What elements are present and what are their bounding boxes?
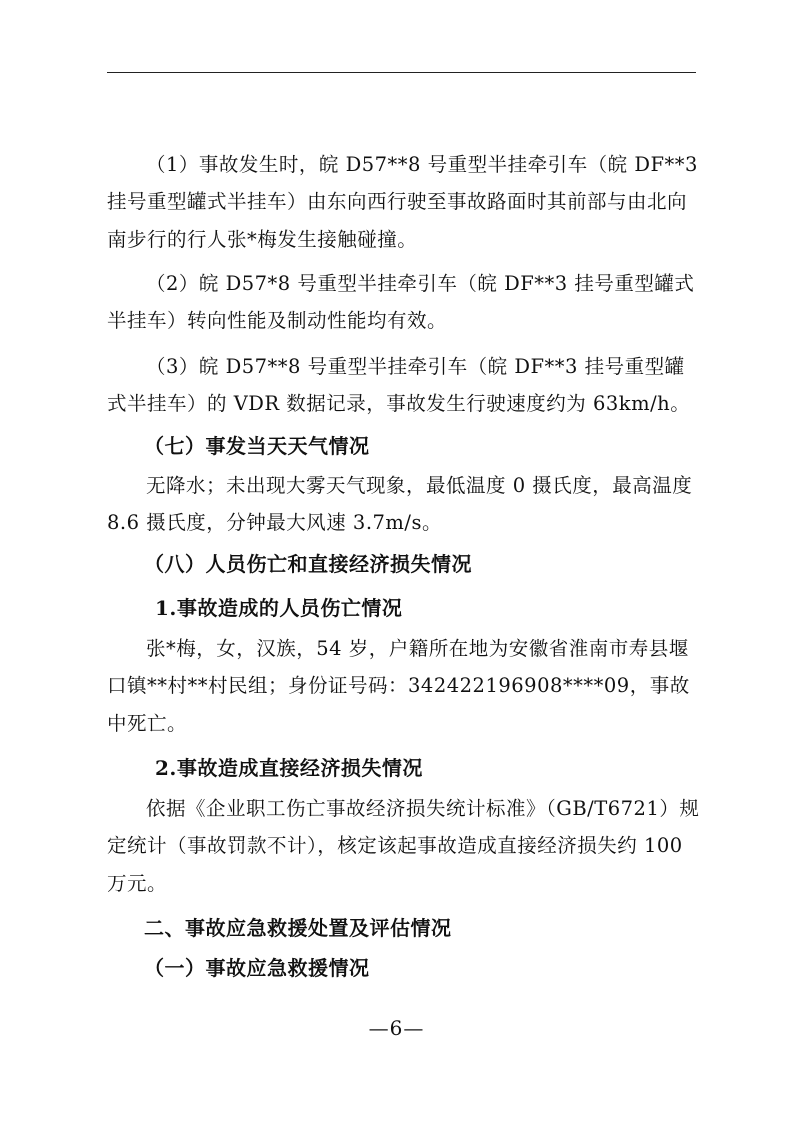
paragraph-accident-collision: （1）事故发生时，皖 D57**8 号重型半挂牵引车（皖 DF**3 挂号重型罐式半挂车）由东向西行驶至事故路面时其前部与由北向南步行的行人张*梅发生接触碰撞。 [107, 153, 698, 251]
heading-emergency-rescue: （一）事故应急救援情况 [144, 956, 370, 980]
page-number: —6— [368, 1016, 425, 1040]
paragraph-vdr-record: （3）皖 D57**8 号重型半挂牵引车（皖 DF**3 挂号重型罐式半挂车）的 VDR 数据记录，事故发生行驶速度约为 63km/h。 [107, 355, 691, 416]
paragraph-weather: 无降水；未出现大雾天气现象，最低温度 0 摄氏度，最高温度 8.6 摄氏度，分钟最大风速 3.7m/s。 [107, 474, 693, 535]
paragraph-economic-loss: 依据《企业职工伤亡事故经济损失统计标准》（GB/T6721）规定统计（事故罚款不计），核定该起事故造成直接经济损失约 100 万元。 [107, 797, 700, 895]
heading-section-two: 二、事故应急救援处置及评估情况 [144, 916, 452, 940]
paragraph-vehicle-performance: （2）皖 D57*8 号重型半挂牵引车（皖 DF**3 挂号重型罐式半挂车）转向性能及制动性能均有效。 [107, 272, 695, 333]
heading-casualties-and-loss: （八）人员伤亡和直接经济损失情况 [144, 552, 472, 576]
heading-economic-loss: 2.事故造成直接经济损失情况 [155, 756, 423, 780]
heading-casualties: 1.事故造成的人员伤亡情况 [155, 596, 403, 620]
paragraph-casualty-details: 张*梅，女，汉族，54 岁，户籍所在地为安徽省淮南市寿县堰口镇**村**村民组；身份证号码：342422196908****09，事故中死亡。 [107, 637, 690, 735]
header-rule [107, 72, 696, 73]
heading-weather: （七）事发当天天气情况 [144, 434, 370, 458]
